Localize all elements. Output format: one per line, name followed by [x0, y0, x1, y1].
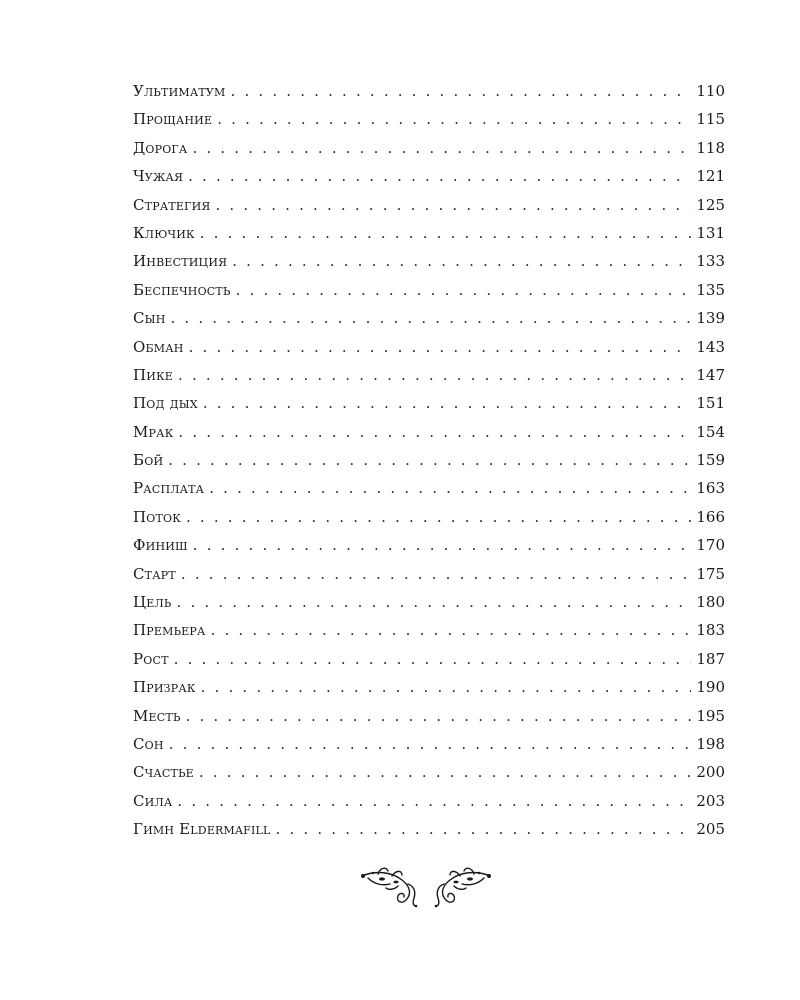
dot-leader	[178, 418, 691, 446]
toc-entry	[133, 616, 725, 644]
dot-leader	[199, 758, 691, 786]
table-of-contents	[133, 77, 725, 844]
toc-entry	[133, 474, 725, 502]
toc-entry	[133, 134, 725, 162]
toc-entry-page: 133	[696, 252, 725, 271]
dot-leader	[232, 247, 691, 275]
toc-entry-page: 175	[696, 564, 725, 583]
toc-entry	[133, 304, 725, 332]
dot-leader	[193, 531, 692, 559]
toc-entry-title: Месть	[133, 706, 181, 725]
toc-entry	[133, 105, 725, 133]
toc-entry	[133, 787, 725, 815]
toc-entry-title: Рост	[133, 649, 169, 668]
toc-entry	[133, 446, 725, 474]
toc-entry-page: 110	[696, 82, 725, 100]
toc-entry-page: 143	[696, 337, 725, 356]
toc-entry	[133, 191, 725, 219]
dot-leader	[209, 474, 691, 502]
toc-entry-title: Инвестиция	[133, 252, 228, 271]
toc-entry-title: Под дых	[133, 394, 198, 413]
toc-entry-title: Сын	[133, 309, 166, 328]
toc-entry	[133, 333, 725, 361]
toc-entry	[133, 247, 725, 275]
dot-leader	[236, 276, 692, 304]
dot-leader	[188, 162, 691, 190]
toc-entry	[133, 673, 725, 701]
toc-entry-title: Беспечность	[133, 280, 231, 299]
toc-entry	[133, 77, 725, 105]
toc-entry-page: 200	[696, 763, 725, 782]
toc-entry-title: Призрак	[133, 678, 196, 697]
toc-entry-title: Стратегия	[133, 195, 211, 214]
toc-entry-page: 187	[696, 649, 725, 668]
toc-entry	[133, 276, 725, 304]
dot-leader	[186, 503, 691, 531]
dot-leader	[276, 815, 692, 843]
toc-entry-title: Обман	[133, 337, 184, 356]
toc-entry-title: Расплата	[133, 479, 205, 498]
dot-leader	[168, 446, 691, 474]
dot-leader	[181, 560, 691, 588]
dot-leader	[215, 191, 691, 219]
toc-entry-title: Бой	[133, 451, 164, 470]
toc-entry-page: 198	[696, 734, 725, 753]
toc-entry-title: Финиш	[133, 536, 188, 555]
toc-entry	[133, 361, 725, 389]
toc-entry-title: Дорога	[133, 138, 188, 157]
toc-entry-page: 180	[696, 593, 725, 612]
toc-entry-page: 203	[696, 791, 725, 810]
dot-leader	[189, 333, 692, 361]
toc-entry-page: 139	[696, 309, 725, 328]
dot-leader	[169, 730, 692, 758]
toc-entry-page: 154	[696, 422, 725, 441]
toc-entry-page: 190	[696, 678, 725, 697]
dot-leader	[201, 673, 692, 701]
dot-leader	[186, 702, 692, 730]
toc-entry	[133, 219, 725, 247]
toc-entry-title: Пике	[133, 365, 174, 384]
toc-entry-page: 159	[696, 451, 725, 470]
toc-entry-page: 195	[696, 706, 725, 725]
dot-leader	[217, 105, 691, 133]
dot-leader	[178, 361, 691, 389]
toc-entry-title: Мрак	[133, 422, 174, 441]
dot-leader	[177, 787, 691, 815]
toc-entry-title: Ключик	[133, 223, 195, 242]
toc-entry-page: 131	[696, 223, 725, 242]
dot-leader	[174, 645, 692, 673]
toc-entry-page: 151	[696, 394, 725, 413]
toc-entry	[133, 418, 725, 446]
toc-entry-title: Ультиматум	[133, 82, 226, 100]
toc-entry-page: 115	[696, 110, 725, 129]
toc-entry-page: 125	[696, 195, 725, 214]
toc-entry-title: Премьера	[133, 621, 206, 640]
dot-leader	[192, 134, 691, 162]
toc-entry-title: Сон	[133, 734, 164, 753]
toc-entry-page: 135	[696, 280, 725, 299]
toc-entry	[133, 815, 725, 843]
toc-entry	[133, 730, 725, 758]
dot-leader	[177, 588, 692, 616]
toc-entry-title: Прощание	[133, 110, 213, 129]
toc-entry	[133, 503, 725, 531]
toc-entry	[133, 758, 725, 786]
floral-vignette-icon	[358, 862, 494, 908]
toc-entry	[133, 645, 725, 673]
toc-entry	[133, 702, 725, 730]
dot-leader	[211, 616, 692, 644]
toc-entry	[133, 560, 725, 588]
toc-entry-title: Чужая	[133, 167, 184, 186]
dot-leader	[231, 77, 692, 105]
toc-entry-page: 170	[696, 536, 725, 555]
toc-entry	[133, 588, 725, 616]
toc-entry	[133, 162, 725, 190]
dot-leader	[171, 304, 692, 332]
dot-leader	[200, 219, 692, 247]
toc-entry-page: 205	[696, 820, 725, 839]
toc-entry-title: Поток	[133, 507, 181, 526]
toc-entry-title: Старт	[133, 564, 176, 583]
toc-entry-page: 147	[696, 365, 725, 384]
toc-entry	[133, 531, 725, 559]
toc-entry-page: 183	[696, 621, 725, 640]
toc-entry-page: 163	[696, 479, 725, 498]
toc-entry-page: 118	[696, 138, 725, 157]
dot-leader	[203, 389, 692, 417]
toc-entry	[133, 389, 725, 417]
toc-entry-page: 121	[696, 167, 725, 186]
toc-entry-page: 166	[696, 507, 725, 526]
toc-entry-title: Счастье	[133, 763, 194, 782]
toc-entry-title: Цель	[133, 593, 172, 612]
toc-entry-title: Сила	[133, 791, 173, 810]
toc-entry-title: Гимн Eldermafill	[133, 820, 271, 839]
